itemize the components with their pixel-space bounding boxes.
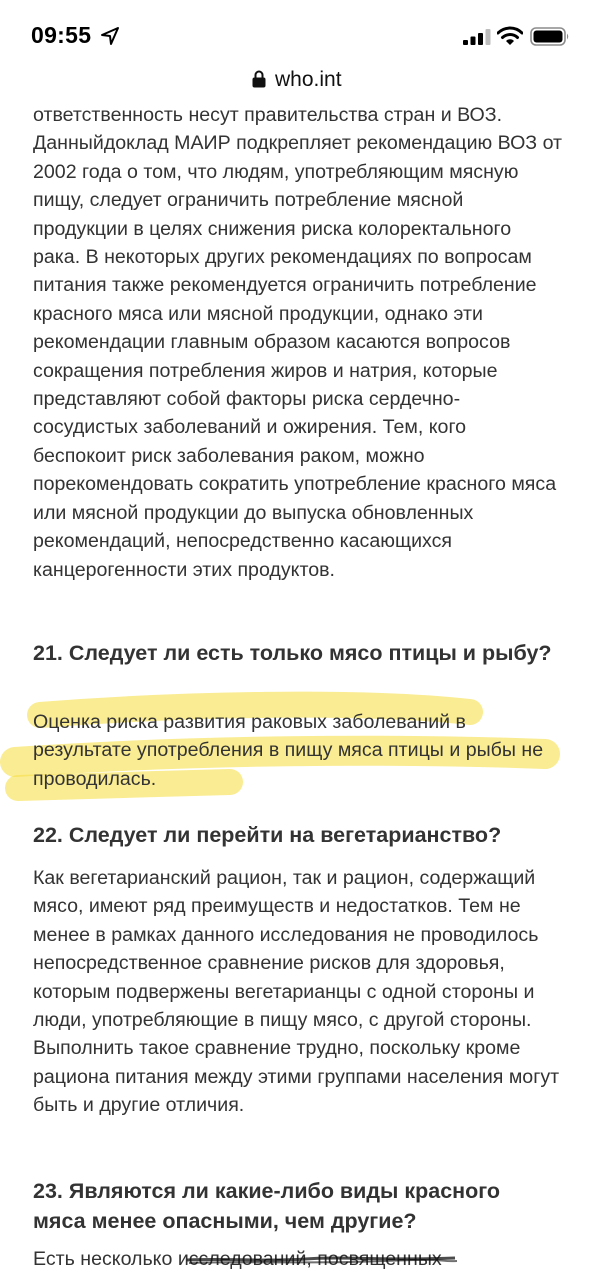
wifi-icon <box>497 26 523 46</box>
question-21-answer: Оценка риска развития раковых заболеваний в результате употребления в пищу мяса птицы и рыбы не проводилась. <box>33 711 544 790</box>
question-22-answer: Как вегетарианский рацион, так и рацион, содержащий мясо, имеют ряд преимуществ и недостатков. Тем не менее в рамках данного исследования не проводилось непосредственное сравнение рисков для здоровья, которым подвержены вегетарианцы с одной стороны и люди, употребляющие в пищу мясо, с другой стороны. Выполнить такое сравнение трудно, поскольку кроме рациона питания между этими группами населения могут быть и другие отличия. <box>33 867 560 1117</box>
location-arrow-icon <box>100 26 120 46</box>
pen-scribble-mark <box>185 1248 460 1272</box>
question-22-heading: 22. Следует ли перейти на вегетарианство? <box>33 823 502 847</box>
cellular-signal-icon <box>463 29 491 45</box>
intro-paragraph: ответственность несут правительства стран и ВОЗ. Данныйдоклад МАИР подкрепляет рекомендацию ВОЗ от 2002 года о том, что людям, употребляющим мясную пищу, следует ограничить потребление мясной продукции в целях снижения риска колоректального рака. В некоторых других рекомендациях по вопросам питания также рекомендуется ограничить потребление красного мяса или мясной продукции, однако эти рекомендации главным образом касаются вопросов сокращения потребления жиров и натрия, которые представляют собой факторы риска сердечно-сосудистых заболеваний и ожирения. Тем, кого беспокоит риск заболевания раком, можно порекомендовать сократить употребление красного мяса или мясной продукции до выпуска обновленных рекомендаций, непосредственно касающихся канцерогенности этих продуктов. <box>33 104 563 581</box>
address-bar[interactable] <box>0 62 591 102</box>
article-body <box>33 101 563 584</box>
url-text[interactable]: who.int <box>275 68 342 91</box>
lock-icon <box>252 70 266 88</box>
question-23-answer: Есть несколько исследований, посвященных <box>33 1248 442 1270</box>
battery-icon <box>530 27 570 46</box>
status-time: 09:55 <box>31 22 92 48</box>
question-21-heading: 21. Следует ли есть только мясо птицы и рыбу? <box>33 641 552 665</box>
question-23-heading: 23. Являются ли какие-либо виды красного мяса менее опасными, чем другие? <box>33 1179 501 1233</box>
status-bar <box>0 0 591 62</box>
